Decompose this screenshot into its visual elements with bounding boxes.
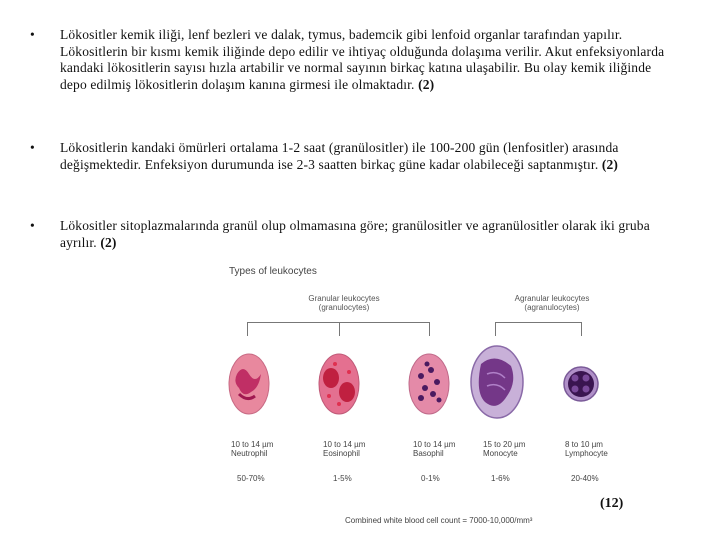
cell-size: 15 to 20 µm [483,440,526,449]
wbc-count-footer: Combined white blood cell count = 7000-10,000/mm³ [345,516,533,525]
basophil-percent: 0-1% [421,474,440,483]
granular-group-label: Granular leukocytes (granulocytes) [308,294,380,312]
cell-name: Lymphocyte [565,449,608,458]
citation-ref: (2) [418,76,435,92]
cell-size: 10 to 14 µm [231,440,274,449]
monocyte-percent: 1-6% [491,474,510,483]
granular-bracket [247,322,429,323]
bullet-item-1 [30,27,680,93]
lymphocyte-percent: 20-40% [571,474,599,483]
basophil-label [413,440,455,458]
leukocyte-types-figure [225,262,635,540]
eosinophil-percent: 1-5% [333,474,352,483]
bullet-item-3 [30,218,680,251]
cell-size: 10 to 14 µm [413,440,456,449]
figure-citation: (12) [600,496,624,511]
eosinophil-image [319,354,359,414]
lymphocyte-image [564,367,598,401]
cell-name: Eosinophil [323,449,360,458]
leukocyte-illustrations [225,334,635,444]
citation-ref: (2) [601,156,619,172]
cell-name: Neutrophil [231,449,268,458]
agranular-bracket [495,322,581,323]
bullet-body: Lökositler sitoplazmalarında granül olup olmamasına göre; granülositler ve agranülositler olarak iki gruba ayrılır. [60,218,650,250]
lymphocyte-label [565,440,608,458]
bullet-text [60,218,680,251]
bullet-item-2 [30,140,680,173]
cell-name: Basophil [413,449,444,458]
neutrophil-image [229,354,269,414]
bullet-text [60,140,680,173]
neutrophil-label [231,440,273,458]
monocyte-label [483,440,525,458]
cell-size: 8 to 10 µm [565,440,603,449]
neutrophil-percent: 50-70% [237,474,265,483]
cell-size: 10 to 14 µm [323,440,366,449]
cell-name: Monocyte [483,449,518,458]
bullet-marker: • [30,140,35,155]
bullet-body: Lökositler kemik iliği, lenf bezleri ve dalak, tymus, bademcik gibi lenfoid organlar tarafından yapılır. Lökositlerin bir kısmı kemik iliğinde depo edilir ve ihtiyaç olduğunda dolaşıma verilir. Akut enfeksiyonlarda kandaki lökositlerin sayısı hızla artabilir ve normal sayının birkaç katına ulaşabilir. Bu olay kemik iliğinde depo edilmiş lökositlerin dolaşım kanına girmesi ile olmaktadır. [60,27,665,92]
citation-ref: (2) [100,234,117,250]
figure-title: Types of leukocytes [229,266,317,277]
basophil-image [409,354,449,414]
bullet-text [60,27,680,93]
bullet-body: Lökositlerin kandaki ömürleri ortalama 1-2 saat (granülositler) ile 100-200 gün (lenfositler) arasında değişmektedir. Enfeksiyon durumunda ise 2-3 saatten birkaç güne kadar olabileceği saptanmıştır. [60,140,619,172]
bullet-marker: • [30,218,35,233]
bullet-marker: • [30,27,35,42]
monocyte-image [471,346,523,418]
eosinophil-label [323,440,365,458]
agranular-group-label: Agranular leukocytes (agranulocytes) [514,294,590,312]
